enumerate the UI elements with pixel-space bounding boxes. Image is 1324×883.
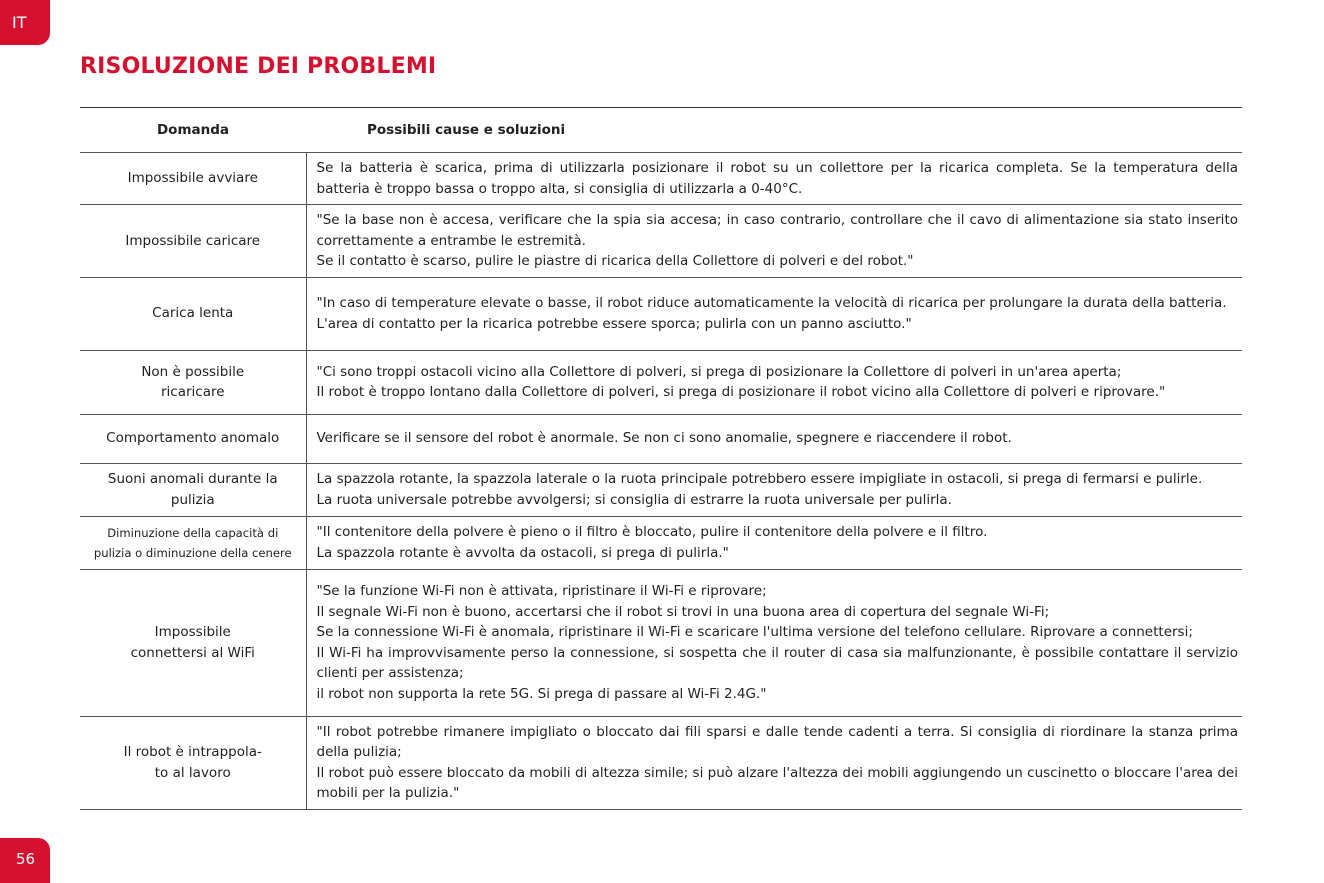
question-text: Diminuzione della capacità di xyxy=(107,525,279,540)
solutions-cell xyxy=(306,414,1242,463)
question-text: Non è possibile xyxy=(141,363,245,380)
solution-text: Il Wi-Fi ha improvvisamente perso la connessione, si sospetta che il router di casa sia malfunzionante, è possibile contattare il servizio clienti per assistenza; xyxy=(316,644,1238,681)
question-text: connettersi al WiFi xyxy=(130,644,255,661)
question-text: Impossibile caricare xyxy=(125,232,261,249)
question-text: ricaricare xyxy=(160,384,225,400)
solutions-cell xyxy=(306,569,1242,716)
question-text: pulizia xyxy=(170,491,215,508)
solutions-cell xyxy=(306,205,1242,278)
solution-text: Verificare se il sensore del robot è anormale. Se non ci sono anomalie, spegnere e riaccendere il robot. xyxy=(316,430,1012,447)
solution-text: Se la connessione Wi-Fi è anomala, ripristinare il Wi-Fi e scaricare l'ultima versione del telefono cellulare. Riprovare a connettersi; xyxy=(316,624,1193,640)
solution-text: "Il contenitore della polvere è pieno o il filtro è bloccato, pulire il contenitore della polvere e il filtro. xyxy=(316,524,988,540)
solutions-cell xyxy=(306,716,1242,809)
question-text: Comportamento anomalo xyxy=(106,430,280,447)
question-text: Impossibile avviare xyxy=(127,170,258,187)
table-header-row xyxy=(80,108,1242,153)
solution-text: "In caso di temperature elevate o basse, il robot riduce automaticamente la velocità di ricarica per prolungare la durata della batteria. xyxy=(316,295,1227,311)
column-header-solutions: Possibili cause e soluzioni xyxy=(306,108,1242,153)
solution-text: La ruota universale potrebbe avvolgersi; si consiglia di estrarre la ruota universale per pulirla. xyxy=(316,491,952,508)
column-header-question: Domanda xyxy=(80,108,306,153)
question-text: Il robot è intrappola- xyxy=(123,744,262,760)
table-row xyxy=(80,414,1242,463)
page-title: RISOLUZIONE DEI PROBLEMI xyxy=(80,54,437,79)
question-text: Impossibile xyxy=(154,624,231,640)
solution-text: Se il contatto è scarso, pulire le piastre di ricarica della Collettore di polveri e del robot." xyxy=(316,253,914,269)
question-text: Suoni anomali durante la xyxy=(107,471,278,487)
language-tab: IT xyxy=(0,0,50,45)
solutions-cell xyxy=(306,153,1242,205)
question-text: pulizia o diminuzione della cenere xyxy=(93,545,292,560)
question-cell xyxy=(80,277,306,350)
solution-text: Il robot è troppo lontano dalla Collettore di polveri, si prega di posizionare il robot vicino alla Collettore di polveri e riprovare." xyxy=(316,384,1166,400)
table-row xyxy=(80,569,1242,716)
question-cell xyxy=(80,350,306,414)
solutions-cell xyxy=(306,516,1242,569)
solution-text: Il segnale Wi-Fi non è buono, accertarsi che il robot si trovi in una buona area di copertura del segnale Wi-Fi; xyxy=(316,603,1050,620)
solution-text: La spazzola rotante, la spazzola laterale o la ruota principale potrebbero essere impigliate in ostacoli, si prega di fermarsi e pulirle. xyxy=(316,471,1203,487)
question-cell xyxy=(80,205,306,278)
question-cell xyxy=(80,569,306,716)
table-row xyxy=(80,277,1242,350)
question-cell xyxy=(80,414,306,463)
question-cell xyxy=(80,463,306,516)
solution-text: Il robot può essere bloccato da mobili di altezza simile; si può alzare l'altezza dei mobili aggiungendo un cuscinetto o bloccare l'area dei mobili per la pulizia." xyxy=(316,764,1238,801)
question-text: to al lavoro xyxy=(154,764,231,781)
question-cell xyxy=(80,153,306,205)
solutions-cell xyxy=(306,350,1242,414)
solution-text: "Se la base non è accesa, verificare che la spia sia accesa; in caso contrario, controllare che il cavo di alimentazione sia stato inserito correttamente a entrambe le estremità. xyxy=(316,212,1238,249)
solution-text: "Se la funzione Wi-Fi non è attivata, ripristinare il Wi-Fi e riprovare; xyxy=(316,583,767,599)
solution-text: La spazzola rotante è avvolta da ostacoli, si prega di pulirla." xyxy=(316,544,729,561)
solutions-cell xyxy=(306,463,1242,516)
question-text: Carica lenta xyxy=(152,305,234,322)
table-row xyxy=(80,205,1242,278)
table-row xyxy=(80,463,1242,516)
table-row xyxy=(80,153,1242,205)
solution-text: "Il robot potrebbe rimanere impigliato o bloccato dai fili sparsi e dalle tende cadenti a terra. Si consiglia di riordinare la stanza prima della pulizia; xyxy=(316,723,1238,760)
solutions-cell xyxy=(306,277,1242,350)
question-cell xyxy=(80,716,306,809)
solution-text: il robot non supporta la rete 5G. Si prega di passare al Wi-Fi 2.4G." xyxy=(316,685,767,702)
solution-text: "Ci sono troppi ostacoli vicino alla Collettore di polveri, si prega di posizionare la Collettore di polveri in un'area aperta; xyxy=(316,363,1122,380)
troubleshooting-table xyxy=(80,107,1242,810)
solution-text: L'area di contatto per la ricarica potrebbe essere sporca; pulirla con un panno asciutto." xyxy=(316,315,912,332)
question-cell xyxy=(80,516,306,569)
table-row xyxy=(80,716,1242,809)
page-number: 56 xyxy=(0,838,50,883)
table-row xyxy=(80,350,1242,414)
table-row xyxy=(80,516,1242,569)
solution-text: Se la batteria è scarica, prima di utilizzarla posizionare il robot su un collettore per la ricarica completa. Se la temperatura della batteria è troppo bassa o troppo alta, si consiglia di utilizzarla a 0-40°C. xyxy=(316,160,1238,197)
